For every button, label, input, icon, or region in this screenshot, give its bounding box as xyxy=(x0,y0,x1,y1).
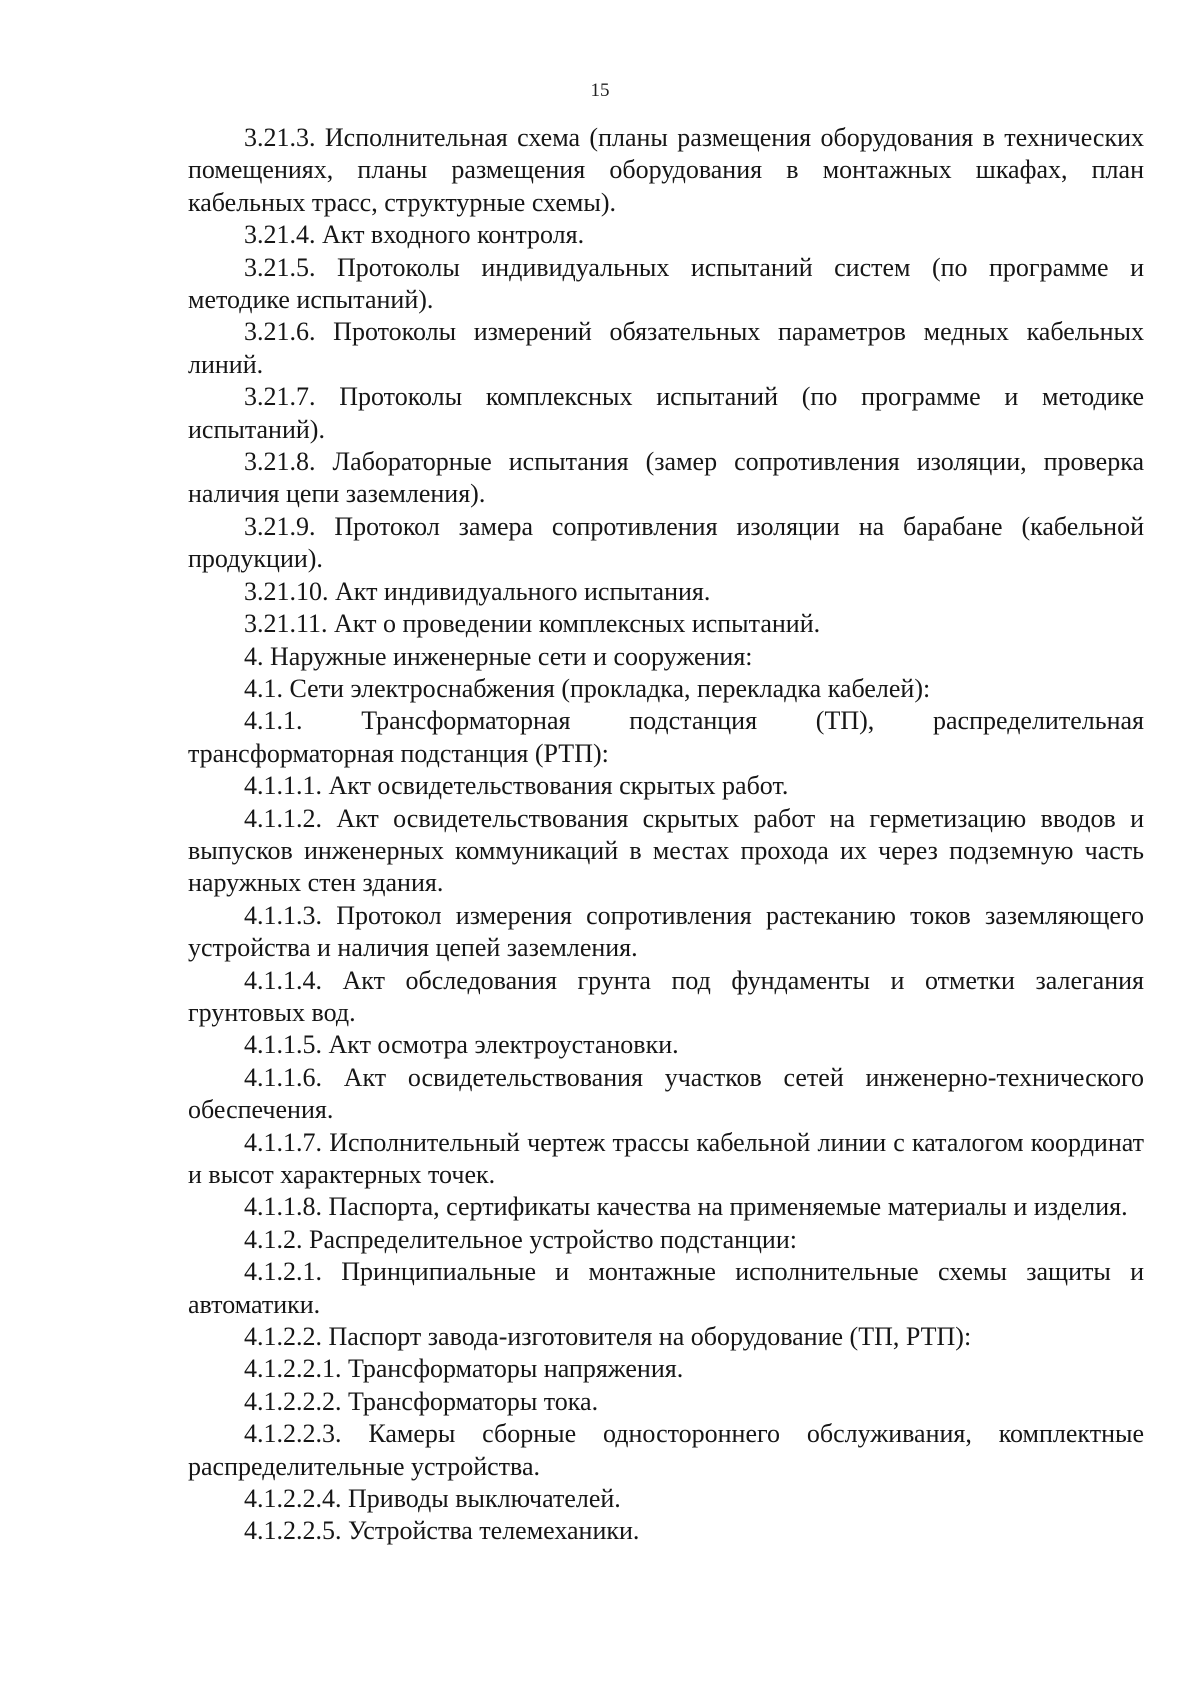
paragraph-4-1-1-7: 4.1.1.7. Исполнительный чертеж трассы кабельной линии с каталогом координат и высот характерных точек. xyxy=(188,1127,1144,1189)
paragraph-4-1-2: 4.1.2. Распределительное устройство подстанции: xyxy=(244,1224,797,1254)
paragraph-4-1-1-1: 4.1.1.1. Акт освидетельствования скрытых работ. xyxy=(244,771,789,801)
paragraph-3-21-10: 3.21.10. Акт индивидуального испытания. xyxy=(244,576,711,606)
paragraph-4-1-2-1: 4.1.2.1. Принципиальные и монтажные исполнительные схемы защиты и автоматики. xyxy=(188,1257,1144,1319)
paragraph-3-21-6: 3.21.6. Протоколы измерений обязательных параметров медных кабельных линий. xyxy=(188,317,1144,379)
paragraph-3-21-3: 3.21.3. Исполнительная схема (планы размещения оборудования в технических помещениях, планы размещения оборудования в монтажных шкафах, план кабельных трасс, структурные схемы). xyxy=(188,123,1144,217)
paragraph-3-21-8: 3.21.8. Лабораторные испытания (замер сопротивления изоляции, проверка наличия цепи заземления). xyxy=(188,447,1144,509)
paragraph-3-21-7: 3.21.7. Протоколы комплексных испытаний (по программе и методике испытаний). xyxy=(188,382,1144,444)
paragraph-4-1-1-6: 4.1.1.6. Акт освидетельствования участков сетей инженерно-технического обеспечения. xyxy=(188,1062,1144,1125)
paragraph-4-1-1-5: 4.1.1.5. Акт осмотра электроустановки. xyxy=(244,1030,679,1060)
paragraph-4-1-1-2: 4.1.1.2. Акт освидетельствования скрытых работ на герметизацию вводов и выпусков инженерных коммуникаций в местах прохода их через подземную часть наружных стен здания. xyxy=(188,803,1144,898)
paragraph-4-1-2-2-5: 4.1.2.2.5. Устройства телемеханики. xyxy=(244,1516,640,1546)
paragraph-4-1-2-2-4: 4.1.2.2.4. Приводы выключателей. xyxy=(244,1484,621,1514)
paragraph-3-21-11: 3.21.11. Акт о проведении комплексных испытаний. xyxy=(244,609,821,639)
document-body xyxy=(188,122,1144,1548)
paragraph-4-1-1-3: 4.1.1.3. Протокол измерения сопротивления растеканию токов заземляющего устройства и наличия цепей заземления. xyxy=(188,900,1144,963)
paragraph-4-1-2-2-3: 4.1.2.2.3. Камеры сборные одностороннего обслуживания, комплектные распределительные устройства. xyxy=(188,1419,1144,1481)
paragraph-4-1-1-8: 4.1.1.8. Паспорта, сертификаты качества на применяемые материалы и изделия. xyxy=(244,1192,1128,1222)
paragraph-4-1-2-2: 4.1.2.2. Паспорт завода-изготовителя на оборудование (ТП, РТП): xyxy=(244,1322,972,1352)
paragraph-4: 4. Наружные инженерные сети и сооружения: xyxy=(244,641,753,671)
paragraph-3-21-5: 3.21.5. Протоколы индивидуальных испытаний систем (по программе и методике испытаний). xyxy=(188,252,1144,315)
paragraph-3-21-4: 3.21.4. Акт входного контроля. xyxy=(244,220,585,250)
paragraph-4-1: 4.1. Сети электроснабжения (прокладка, перекладка кабелей): xyxy=(244,673,931,703)
page-number: 15 xyxy=(590,80,610,101)
paragraph-3-21-9: 3.21.9. Протокол замера сопротивления изоляции на барабане (кабельной продукции). xyxy=(188,511,1144,574)
paragraph-4-1-1: 4.1.1. Трансформаторная подстанция (ТП), распределительная трансформаторная подстанция (РТП): xyxy=(188,706,1144,768)
paragraph-4-1-2-2-2: 4.1.2.2.2. Трансформаторы тока. xyxy=(244,1386,599,1416)
paragraph-4-1-1-4: 4.1.1.4. Акт обследования грунта под фундаменты и отметки залегания грунтовых вод. xyxy=(188,965,1144,1027)
paragraph-4-1-2-2-1: 4.1.2.2.1. Трансформаторы напряжения. xyxy=(244,1354,684,1384)
